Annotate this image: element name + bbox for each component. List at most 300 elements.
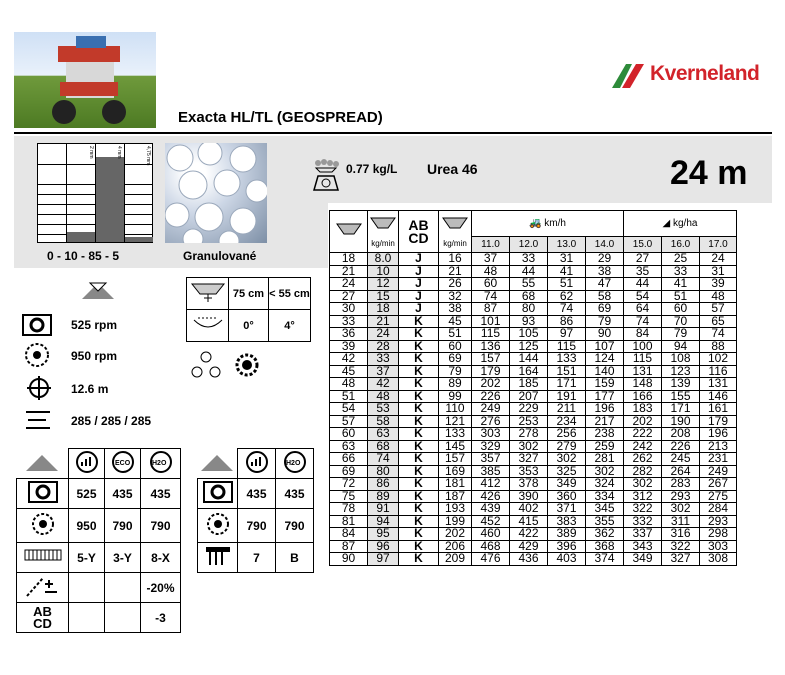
pto-gear-icon (198, 479, 238, 509)
table-cell: 164 (510, 365, 548, 378)
table-cell: 226 (662, 440, 700, 453)
table-cell: K (399, 503, 439, 516)
table-cell: 70 (662, 315, 700, 328)
rate-unit: kg/ha (673, 218, 698, 229)
table-cell: 84 (330, 528, 368, 541)
table-cell: 26 (439, 278, 472, 291)
table-cell: 45 (439, 315, 472, 328)
eco-icon (105, 449, 141, 479)
table-cell: 327 (662, 553, 700, 566)
table-cell: 278 (510, 428, 548, 441)
table-cell: 159 (586, 378, 624, 391)
table-cell: 422 (510, 528, 548, 541)
slope-icon (17, 573, 69, 603)
table-cell: 24 (330, 278, 368, 291)
table-cell: 100 (624, 340, 662, 353)
table-cell: 202 (472, 378, 510, 391)
table-cell: 24 (700, 253, 737, 266)
cell: 435 (105, 479, 141, 509)
table-cell: 322 (624, 503, 662, 516)
table-cell: 102 (700, 353, 737, 366)
table-cell: 60 (439, 340, 472, 353)
table-cell: 345 (586, 503, 624, 516)
table-cell: K (399, 478, 439, 491)
table-cell: 21 (439, 265, 472, 278)
table-cell: 316 (662, 528, 700, 541)
water-icon (276, 449, 314, 479)
table-cell: 171 (662, 403, 700, 416)
table-cell: 110 (439, 403, 472, 416)
abcd-icon: AB CD (399, 211, 439, 253)
table-cell: 187 (439, 490, 472, 503)
table-cell: 476 (472, 553, 510, 566)
table-cell: K (399, 490, 439, 503)
cell (105, 603, 141, 633)
table-cell: 54 (330, 403, 368, 416)
spread-pattern-icon (198, 449, 238, 479)
vane-angle-icon (187, 310, 229, 342)
table-cell: 179 (472, 365, 510, 378)
table-cell: 89 (368, 490, 399, 503)
table-cell: 145 (439, 440, 472, 453)
table-cell: 57 (700, 303, 737, 316)
table-cell: K (399, 328, 439, 341)
table-cell: 343 (624, 540, 662, 553)
table-cell: 293 (700, 515, 737, 528)
spread-pattern-icon (80, 279, 116, 308)
table-cell: 42 (330, 353, 368, 366)
cell (69, 603, 105, 633)
table-cell: 439 (472, 503, 510, 516)
table-cell: 75 (330, 490, 368, 503)
rate-icon: ◢ (662, 218, 671, 229)
table-cell: 208 (662, 428, 700, 441)
table-cell: 245 (662, 453, 700, 466)
svg-text:H2O: H2O (151, 460, 166, 467)
speed-unit: km/h (544, 218, 566, 229)
table-cell: 58 (368, 415, 399, 428)
cell: 435 (141, 479, 181, 509)
table-cell: 69 (439, 353, 472, 366)
table-cell: 412 (472, 478, 510, 491)
table-cell: 157 (439, 453, 472, 466)
table-cell: 30 (330, 303, 368, 316)
table-cell: 429 (510, 540, 548, 553)
cell: 435 (238, 479, 276, 509)
table-cell: 282 (624, 465, 662, 478)
table-cell: 436 (510, 553, 548, 566)
table-cell: 44 (624, 278, 662, 291)
table-cell: 115 (548, 340, 586, 353)
table-cell: 125 (510, 340, 548, 353)
table-cell: 39 (700, 278, 737, 291)
table-cell: 324 (586, 478, 624, 491)
table-cell: 181 (439, 478, 472, 491)
table-cell: 84 (624, 328, 662, 341)
table-cell: 460 (472, 528, 510, 541)
table-cell: 79 (439, 365, 472, 378)
grain-fractions: 0 - 10 - 85 - 5 (47, 249, 120, 263)
granule-type: Granulované (183, 249, 257, 263)
table-cell: 33 (368, 353, 399, 366)
kverneland-logo-icon (610, 58, 650, 92)
table-cell: 45 (330, 365, 368, 378)
table-cell: 29 (586, 253, 624, 266)
table-cell: K (399, 365, 439, 378)
table-cell: J (399, 303, 439, 316)
table-cell: J (399, 278, 439, 291)
table-cell: 80 (368, 465, 399, 478)
table-cell: 389 (548, 528, 586, 541)
cell: 790 (141, 509, 181, 543)
table-cell: 53 (368, 403, 399, 416)
table-cell: 403 (548, 553, 586, 566)
table-cell: 62 (548, 290, 586, 303)
cell: B (276, 543, 314, 573)
table-cell: 283 (662, 478, 700, 491)
header-divider (14, 132, 772, 134)
table-cell: 38 (586, 265, 624, 278)
hopper-icon (198, 543, 238, 573)
table-cell: 31 (548, 253, 586, 266)
table-cell: 140 (586, 365, 624, 378)
cell: 5-Y (69, 543, 105, 573)
table-cell: 302 (510, 440, 548, 453)
table-cell: 238 (586, 428, 624, 441)
table-cell: 281 (586, 453, 624, 466)
table-cell: 249 (472, 403, 510, 416)
table-cell: 169 (439, 465, 472, 478)
table-cell: K (399, 390, 439, 403)
table-cell: 161 (700, 403, 737, 416)
table-cell: 267 (700, 478, 737, 491)
pto-rpm: 525 rpm (71, 318, 118, 332)
table-cell: 349 (548, 478, 586, 491)
table-cell: 155 (662, 390, 700, 403)
table-cell: 51 (548, 278, 586, 291)
table-cell: 32 (439, 290, 472, 303)
table-cell: 47 (586, 278, 624, 291)
table-cell: 226 (472, 390, 510, 403)
table-cell: 302 (624, 478, 662, 491)
table-cell: 36 (330, 328, 368, 341)
table-cell: 139 (662, 378, 700, 391)
table-cell: 39 (330, 340, 368, 353)
table-cell: 124 (586, 353, 624, 366)
table-cell: 183 (624, 403, 662, 416)
table-cell: 284 (700, 503, 737, 516)
table-cell: 276 (472, 415, 510, 428)
table-cell: 81 (330, 515, 368, 528)
cell: 3-Y (105, 543, 141, 573)
table-cell: 28 (368, 340, 399, 353)
table-cell: 18 (368, 303, 399, 316)
table-cell: 12 (368, 278, 399, 291)
table-cell: 74 (472, 290, 510, 303)
cell: -3 (141, 603, 181, 633)
rotor-gear-icon (234, 352, 260, 383)
table-cell: K (399, 378, 439, 391)
table-cell: 21 (330, 265, 368, 278)
cell: 435 (276, 479, 314, 509)
cell (105, 573, 141, 603)
table-cell: 115 (472, 328, 510, 341)
table-cell: 144 (510, 353, 548, 366)
table-cell: 222 (624, 428, 662, 441)
table-cell: 64 (624, 303, 662, 316)
table-cell: 35 (624, 265, 662, 278)
bar-label: 4 mm (116, 146, 122, 159)
table-cell: 38 (439, 303, 472, 316)
table-cell: 349 (624, 553, 662, 566)
table-cell: 74 (624, 315, 662, 328)
table-cell: 86 (548, 315, 586, 328)
fertilizer-name: Urea 46 (427, 161, 478, 177)
table-cell: 42 (368, 378, 399, 391)
granules-photo (165, 143, 267, 243)
working-width: 24 m (670, 154, 748, 192)
table-cell: K (399, 465, 439, 478)
bar-label: 4,75 mm (145, 146, 151, 166)
speed-header (472, 211, 624, 237)
table-cell: 206 (439, 540, 472, 553)
table-cell: 253 (510, 415, 548, 428)
table-cell: 27 (330, 290, 368, 303)
table-cell: 31 (700, 265, 737, 278)
scale-icon (312, 156, 340, 197)
table-cell: 89 (439, 378, 472, 391)
table-cell: 48 (472, 265, 510, 278)
disc-icon (24, 342, 50, 373)
table-cell: 25 (662, 253, 700, 266)
density-value: 0.77 kg/L (346, 162, 398, 176)
table-cell: 97 (368, 553, 399, 566)
table-cell: 101 (472, 315, 510, 328)
table-cell: 33 (662, 265, 700, 278)
table-cell: 196 (586, 403, 624, 416)
table-cell: 426 (472, 490, 510, 503)
table-cell: 79 (662, 328, 700, 341)
table-cell: 207 (510, 390, 548, 403)
table-cell: 211 (548, 403, 586, 416)
table-cell: 166 (624, 390, 662, 403)
hopper-rate-icon (368, 211, 399, 253)
table-cell: 69 (330, 465, 368, 478)
table-cell: 88 (700, 340, 737, 353)
table-cell: 353 (510, 465, 548, 478)
table-cell: K (399, 415, 439, 428)
table-cell: 74 (548, 303, 586, 316)
table-cell: 24 (368, 328, 399, 341)
table-cell: 123 (662, 365, 700, 378)
table-cell: 60 (662, 303, 700, 316)
brand-name: Kverneland (650, 62, 760, 85)
table-cell: 87 (330, 540, 368, 553)
table-cell: 79 (586, 315, 624, 328)
table-cell: 90 (586, 328, 624, 341)
table-cell: 262 (624, 453, 662, 466)
table-cell: 136 (472, 340, 510, 353)
table-cell: 44 (510, 265, 548, 278)
table-cell: 190 (662, 415, 700, 428)
table-cell: 302 (586, 465, 624, 478)
table-cell: 193 (439, 503, 472, 516)
table-cell: 27 (624, 253, 662, 266)
speed-17.0: 17.0 (700, 237, 737, 253)
cell: 7 (238, 543, 276, 573)
mode-table-left (16, 448, 181, 633)
table-cell: 74 (700, 328, 737, 341)
table-cell: 48 (330, 378, 368, 391)
table-cell: 116 (700, 365, 737, 378)
table-cell: 33 (510, 253, 548, 266)
table-cell: 93 (510, 315, 548, 328)
table-cell: 16 (439, 253, 472, 266)
table-cell: 202 (439, 528, 472, 541)
table-cell: 10 (368, 265, 399, 278)
table-cell: 105 (510, 328, 548, 341)
table-cell: 374 (586, 553, 624, 566)
table-cell: 54 (624, 290, 662, 303)
table-cell: 452 (472, 515, 510, 528)
table-cell: 199 (439, 515, 472, 528)
table-cell: 148 (624, 378, 662, 391)
table-cell: 146 (700, 390, 737, 403)
unit-kgmin: kg/min (371, 239, 395, 248)
table-cell: J (399, 290, 439, 303)
vane-settings-table (186, 277, 311, 342)
table-cell: 51 (330, 390, 368, 403)
table-cell: 303 (472, 428, 510, 441)
table-cell: 468 (472, 540, 510, 553)
abcd-icon: AB CD (17, 603, 69, 633)
spread-icon (439, 211, 472, 253)
table-cell: 51 (662, 290, 700, 303)
table-cell: 325 (548, 465, 586, 478)
speed-13.0: 13.0 (548, 237, 586, 253)
table-cell: 72 (330, 478, 368, 491)
table-cell: 322 (662, 540, 700, 553)
table-cell: 264 (662, 465, 700, 478)
table-cell: 87 (472, 303, 510, 316)
speed-15.0: 15.0 (624, 237, 662, 253)
table-cell: 96 (368, 540, 399, 553)
table-cell: 217 (586, 415, 624, 428)
standard-mode-icon (69, 449, 105, 479)
vane-length-b: < 55 cm (269, 278, 311, 310)
width-icon (330, 211, 368, 253)
table-cell: K (399, 403, 439, 416)
table-cell: 69 (586, 303, 624, 316)
disc-icon (17, 509, 69, 543)
table-cell: 91 (368, 503, 399, 516)
table-cell: 279 (548, 440, 586, 453)
table-cell: 21 (368, 315, 399, 328)
table-cell: K (399, 540, 439, 553)
cell: -20% (141, 573, 181, 603)
table-cell: 33 (330, 315, 368, 328)
table-cell: 95 (368, 528, 399, 541)
standard-mode-icon (238, 449, 276, 479)
speed-16.0: 16.0 (662, 237, 700, 253)
table-cell: 303 (700, 540, 737, 553)
three-circles-icon (186, 350, 226, 385)
spread-pattern-icon (17, 449, 69, 479)
table-cell: 362 (586, 528, 624, 541)
distance-value: 12.6 m (71, 382, 109, 396)
table-cell: K (399, 340, 439, 353)
heights-value: 285 / 285 / 285 (71, 414, 152, 428)
vane-angle-a: 0° (229, 310, 269, 342)
table-cell: 74 (368, 453, 399, 466)
table-cell: 259 (586, 440, 624, 453)
rate-header (624, 211, 737, 237)
table-cell: 385 (472, 465, 510, 478)
table-cell: 231 (700, 453, 737, 466)
table-cell: 57 (330, 415, 368, 428)
table-cell: 396 (548, 540, 586, 553)
table-cell: 302 (662, 503, 700, 516)
speed-12.0: 12.0 (510, 237, 548, 253)
svg-text:H2O: H2O (285, 460, 300, 467)
gate-icon (17, 543, 69, 573)
table-cell: 185 (510, 378, 548, 391)
tractor-icon: 🚜 (529, 218, 542, 229)
unit-kgmin: kg/min (443, 239, 467, 248)
table-cell: 229 (510, 403, 548, 416)
table-cell: K (399, 453, 439, 466)
table-cell: 41 (662, 278, 700, 291)
table-cell: 298 (700, 528, 737, 541)
table-cell: 402 (510, 503, 548, 516)
disc-icon (198, 509, 238, 543)
table-cell: 51 (439, 328, 472, 341)
table-cell: K (399, 428, 439, 441)
application-rate-table (329, 210, 737, 566)
table-cell: K (399, 315, 439, 328)
water-icon (141, 449, 181, 479)
table-cell: 90 (330, 553, 368, 566)
table-cell: 209 (439, 553, 472, 566)
pto-gear-icon (22, 313, 52, 342)
table-cell: 157 (472, 353, 510, 366)
table-cell: 378 (510, 478, 548, 491)
table-cell: K (399, 528, 439, 541)
table-cell: 415 (510, 515, 548, 528)
table-cell: 99 (439, 390, 472, 403)
grain-bar-2 (67, 232, 95, 242)
table-cell: 242 (624, 440, 662, 453)
mode-table-right (197, 448, 314, 573)
bar-label: 2 mm (88, 146, 94, 159)
table-cell: 41 (548, 265, 586, 278)
table-cell: 256 (548, 428, 586, 441)
table-cell: 80 (510, 303, 548, 316)
cell: 8-X (141, 543, 181, 573)
table-cell: 107 (586, 340, 624, 353)
table-cell: 48 (700, 290, 737, 303)
pto-gear-icon (17, 479, 69, 509)
table-row (330, 553, 737, 566)
table-cell: 357 (472, 453, 510, 466)
disc-rpm: 950 rpm (71, 349, 118, 363)
table-cell: 108 (662, 353, 700, 366)
table-cell: 133 (548, 353, 586, 366)
table-cell: 312 (624, 490, 662, 503)
table-cell: 383 (548, 515, 586, 528)
table-cell: 86 (368, 478, 399, 491)
table-cell: 360 (548, 490, 586, 503)
